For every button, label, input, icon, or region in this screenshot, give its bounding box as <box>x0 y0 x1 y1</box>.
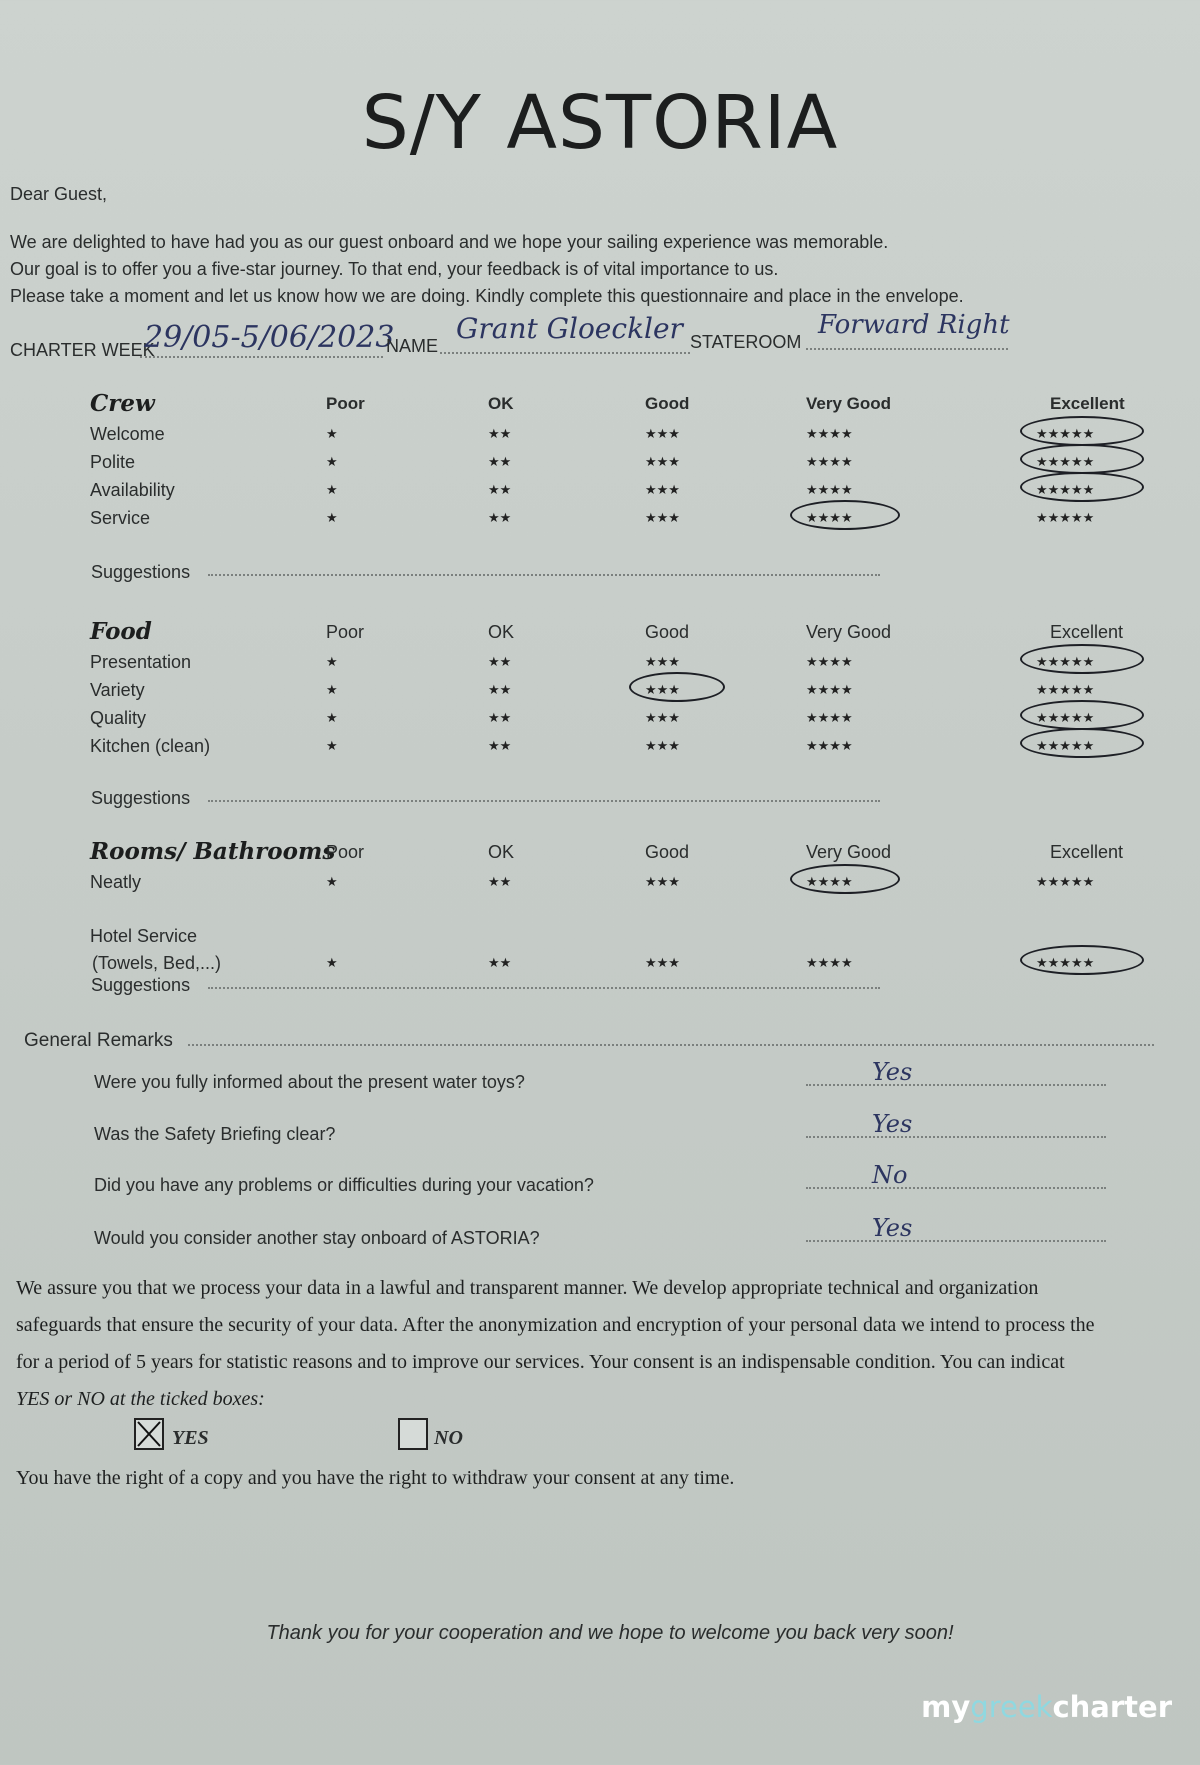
rating-option[interactable]: ★★★★★ <box>1036 682 1095 697</box>
answer-line <box>806 1240 1106 1242</box>
question-text: Were you fully informed about the present water toys? <box>94 1072 525 1092</box>
rating-option[interactable]: ★ <box>326 738 338 753</box>
selection-circle <box>1020 416 1144 446</box>
rating-row-label: Availability <box>90 480 175 500</box>
column-header: OK <box>488 842 515 862</box>
rating-row-sublabel: (Towels, Bed,...) <box>92 953 222 973</box>
rating-option[interactable]: ★★★★ <box>806 955 853 970</box>
column-header: Good <box>645 842 690 862</box>
greeting: Dear Guest, <box>10 184 108 204</box>
rating-option[interactable]: ★★★★ <box>806 738 853 753</box>
column-header: Excellent <box>1050 394 1125 413</box>
stateroom-line <box>806 348 1008 350</box>
rating-row-label: Presentation <box>90 652 192 672</box>
rating-option[interactable]: ★★★ <box>645 454 680 469</box>
rating-option[interactable]: ★★★★ <box>806 874 853 889</box>
rating-row-label: Variety <box>90 680 145 700</box>
rating-option[interactable]: ★ <box>326 955 338 970</box>
rating-option[interactable]: ★★ <box>488 426 512 441</box>
rating-option[interactable]: ★★★★★ <box>1036 510 1095 525</box>
rating-option[interactable]: ★★★★ <box>806 682 853 697</box>
no-checkbox[interactable] <box>398 1418 428 1450</box>
selection-circle <box>790 864 900 894</box>
rating-option[interactable]: ★★ <box>488 454 512 469</box>
rating-option[interactable]: ★★★★★ <box>1036 874 1095 889</box>
rating-option[interactable]: ★★★ <box>645 682 680 697</box>
rating-row-label: Kitchen (clean) <box>90 736 211 756</box>
rating-option[interactable]: ★ <box>326 874 338 889</box>
rating-option[interactable]: ★★ <box>488 955 512 970</box>
rating-option[interactable]: ★★★★ <box>806 510 853 525</box>
column-header: Good <box>645 394 690 413</box>
selection-circle <box>1020 444 1144 474</box>
yes-label: YES <box>172 1427 209 1449</box>
section-title: Rooms/ Bathrooms <box>90 838 336 865</box>
column-header: Very Good <box>806 622 892 642</box>
column-header: OK <box>488 394 514 413</box>
legal-line-3: for a period of 5 years for statistic reasons and to improve our services. Your consent is an indispensable condition. You can indicat <box>16 1351 1065 1373</box>
rating-option[interactable]: ★★★★★ <box>1036 710 1095 725</box>
charter-week-label: CHARTER WEEK <box>10 340 155 360</box>
x-mark-icon <box>136 1420 162 1448</box>
rating-option[interactable]: ★★ <box>488 710 512 725</box>
selection-circle <box>1020 644 1144 674</box>
rating-option[interactable]: ★★★ <box>645 482 680 497</box>
rating-option[interactable]: ★★★ <box>645 710 680 725</box>
name-line <box>440 352 690 354</box>
question-text: Did you have any problems or difficulties during your vacation? <box>94 1175 594 1195</box>
rating-option[interactable]: ★★★★ <box>806 426 853 441</box>
answer-value[interactable]: Yes <box>872 1214 913 1242</box>
stateroom-value[interactable]: Forward Right <box>818 310 1010 340</box>
suggestions-line[interactable] <box>208 574 880 576</box>
stateroom-label: STATEROOM <box>690 332 802 352</box>
column-header: Very Good <box>806 394 892 413</box>
logo-part-my: my <box>921 1690 971 1724</box>
rating-option[interactable]: ★★ <box>488 482 512 497</box>
rating-option[interactable]: ★★ <box>488 654 512 669</box>
charter-week-value[interactable]: 29/05-5/06/2023 <box>144 320 395 355</box>
rating-option[interactable]: ★ <box>326 682 338 697</box>
rating-option[interactable]: ★ <box>326 654 338 669</box>
selection-circle <box>1020 472 1144 502</box>
suggestions-line[interactable] <box>208 800 880 802</box>
section-title: Crew <box>90 390 155 417</box>
selection-circle <box>1020 700 1144 730</box>
rating-row-label: Service <box>90 508 151 528</box>
column-header: Poor <box>326 394 365 413</box>
suggestions-label: Suggestions <box>91 788 191 808</box>
consent-footer: You have the right of a copy and you have the right to withdraw your consent at any time. <box>16 1467 735 1489</box>
charter-week-line <box>140 356 383 358</box>
rating-option[interactable]: ★ <box>326 510 338 525</box>
selection-circle <box>1020 728 1144 758</box>
no-label: NO <box>434 1427 463 1449</box>
logo-part-charter: charter <box>1052 1690 1172 1724</box>
rating-option[interactable]: ★★★★★ <box>1036 738 1095 753</box>
question-text: Was the Safety Briefing clear? <box>94 1124 336 1144</box>
answer-line <box>806 1187 1106 1189</box>
answer-value[interactable]: No <box>872 1161 908 1189</box>
column-header: Excellent <box>1050 622 1124 642</box>
rating-option[interactable]: ★★ <box>488 682 512 697</box>
rating-option[interactable]: ★★★★ <box>806 454 853 469</box>
column-header: Poor <box>326 842 365 862</box>
legal-text <box>16 1270 1200 1418</box>
rating-row-label: Welcome <box>90 424 165 444</box>
page-title: S/Y ASTORIA <box>361 80 839 166</box>
intro-line-1: We are delighted to have had you as our guest onboard and we hope your sailing experience was memorable. <box>10 232 889 252</box>
intro-line-2: Our goal is to offer you a five-star journey. To that end, your feedback is of vital importance to us. <box>10 259 779 279</box>
selection-circle <box>629 672 725 702</box>
general-remarks-label: General Remarks <box>24 1030 173 1051</box>
legal-line-4: YES or NO at the ticked boxes: <box>16 1388 265 1410</box>
suggestions-label: Suggestions <box>91 562 191 582</box>
general-remarks-line <box>188 1044 1154 1046</box>
rating-option[interactable]: ★★★ <box>645 510 680 525</box>
rating-row-label: Quality <box>90 708 147 728</box>
name-value[interactable]: Grant Gloeckler <box>456 312 683 345</box>
yes-checkbox[interactable] <box>134 1418 164 1450</box>
rating-option[interactable]: ★★★ <box>645 426 680 441</box>
answer-line <box>806 1084 1106 1086</box>
rating-option[interactable]: ★★★★★ <box>1036 955 1095 970</box>
brand-logo <box>921 1690 1172 1724</box>
rating-option[interactable]: ★★★★★ <box>1036 482 1095 497</box>
rating-option[interactable]: ★★★ <box>645 955 680 970</box>
name-label: NAME <box>386 336 439 356</box>
logo-part-greek: greek <box>970 1690 1053 1724</box>
rating-option[interactable]: ★★ <box>488 874 512 889</box>
answer-value[interactable]: Yes <box>872 1110 913 1138</box>
selection-circle <box>790 500 900 530</box>
rating-option[interactable]: ★★★★ <box>806 654 853 669</box>
rating-option[interactable]: ★ <box>326 426 338 441</box>
answer-line <box>806 1136 1106 1138</box>
question-text: Would you consider another stay onboard of ASTORIA? <box>94 1228 540 1248</box>
column-header: Good <box>645 622 690 642</box>
rating-row-label: Polite <box>90 452 136 472</box>
rating-option[interactable]: ★ <box>326 454 338 469</box>
rating-option[interactable]: ★★★★★ <box>1036 454 1095 469</box>
section-title: Food <box>90 618 152 645</box>
column-header: Poor <box>326 622 365 642</box>
column-header: Excellent <box>1050 842 1124 862</box>
rating-option[interactable]: ★★★★★ <box>1036 654 1095 669</box>
rating-option[interactable]: ★★★ <box>645 738 680 753</box>
rating-row-label: Neatly <box>90 872 142 892</box>
suggestions-label: Suggestions <box>91 975 191 995</box>
rating-option[interactable]: ★ <box>326 710 338 725</box>
rating-option[interactable]: ★ <box>326 482 338 497</box>
rating-option[interactable]: ★★ <box>488 510 512 525</box>
rating-option[interactable]: ★★★ <box>645 874 680 889</box>
rating-option[interactable]: ★★★ <box>645 654 680 669</box>
rating-option[interactable]: ★★ <box>488 738 512 753</box>
rating-option[interactable]: ★★★★ <box>806 482 853 497</box>
column-header: OK <box>488 622 515 642</box>
legal-line-2: safeguards that ensure the security of your data. After the anonymization and encryption of your personal data we intend to process the <box>16 1314 1095 1336</box>
rating-option[interactable]: ★★★★ <box>806 710 853 725</box>
intro-line-3: Please take a moment and let us know how we are doing. Kindly complete this questionnaire and place in the envelope. <box>10 286 964 306</box>
suggestions-line[interactable] <box>208 987 880 989</box>
rating-row-label: Hotel Service <box>90 926 198 946</box>
column-header: Very Good <box>806 842 892 862</box>
legal-line-1: We assure you that we process your data in a lawful and transparent manner. We develop appropriate technical and organization <box>16 1277 1039 1299</box>
answer-value[interactable]: Yes <box>872 1058 913 1086</box>
selection-circle <box>1020 945 1144 975</box>
thank-you-note: Thank you for your cooperation and we hope to welcome you back very soon! <box>266 1622 954 1644</box>
rating-option[interactable]: ★★★★★ <box>1036 426 1095 441</box>
